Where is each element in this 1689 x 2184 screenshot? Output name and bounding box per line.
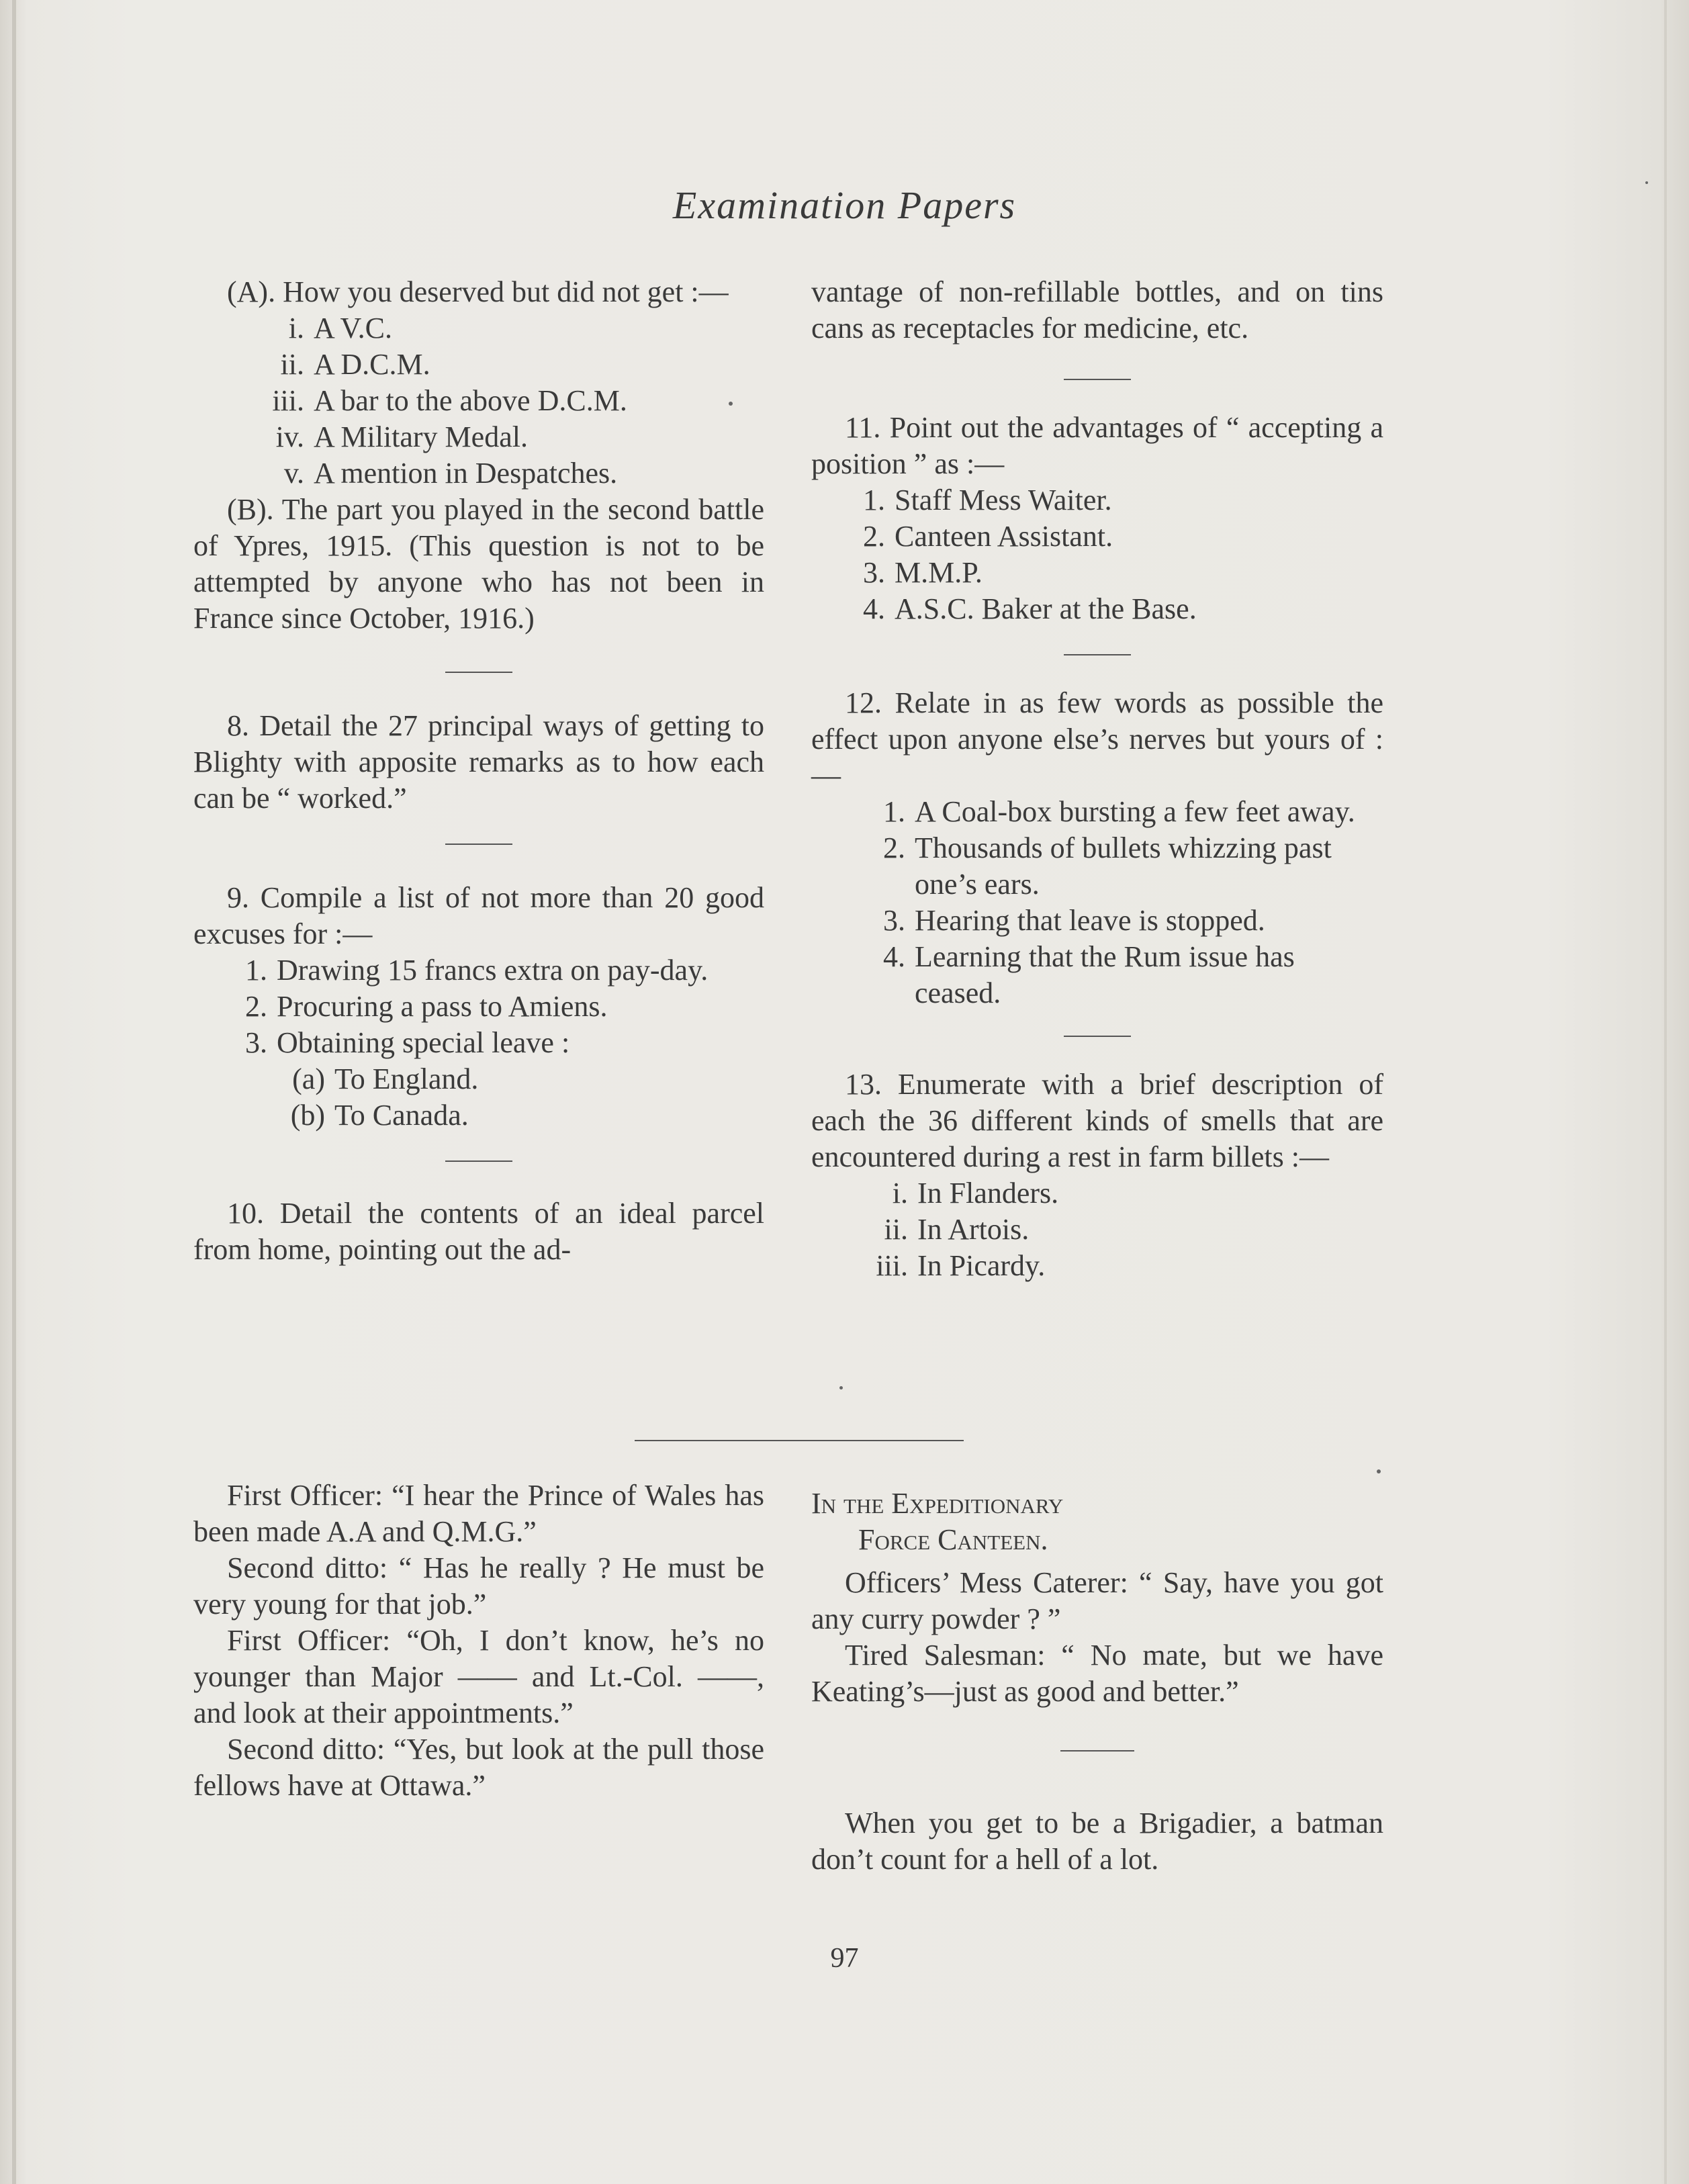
page-number: 97 (830, 1943, 859, 1974)
list-item: v. A mention in Despatches. (283, 457, 618, 490)
list-item: 1. Staff Mess Waiter. (863, 484, 1112, 516)
list-item: 4. Learning that the Rum issue has ceased. (883, 940, 1295, 1009)
list-item: 3. M.M.P. (863, 556, 983, 589)
list-item: 2. Canteen Assistant. (863, 520, 1113, 553)
list-item: ii. A D.C.M. (280, 348, 430, 381)
list-item: 2. Procuring a pass to Amiens. (245, 990, 608, 1023)
dialogue-paragraph: Second ditto: “ Has he really ? He must be very young for that job.” (193, 1551, 764, 1621)
list-item: 4. A.S.C. Baker at the Base. (863, 592, 1197, 625)
dialogue-officers (193, 1477, 764, 1804)
list-item: iii. In Picardy. (876, 1249, 1046, 1282)
left-column-questions (193, 274, 764, 1268)
list-item: ii. In Artois. (884, 1213, 1030, 1246)
list-item: 2. Thousands of bullets whizzing past one’s ears. (883, 831, 1332, 901)
right-column-questions (811, 274, 1383, 1284)
anecdote-paragraph: Tired Salesman: “ No mate, but we have Keating’s—just as good and better.” (811, 1639, 1383, 1708)
list-item: (a) To England. (292, 1062, 479, 1095)
anecdote-heading: In the Expeditionary (811, 1487, 1064, 1520)
list-item: iv. A Military Medal. (275, 420, 528, 453)
closing-remark: When you get to be a Brigadier, a batman don’t count for a hell of a lot. (811, 1807, 1383, 1876)
question-11-list (811, 482, 1383, 627)
question-b: (B). The part you played in the second battle of Ypres, 1915. (This question is not to be attempted by anyone who has not been in France since October, 1916.) (193, 493, 764, 635)
question-10: 10. Detail the contents of an ideal parcel from home, pointing out the ad- (193, 1197, 764, 1266)
list-item: (b) To Canada. (290, 1099, 469, 1132)
question-9: 9. Compile a list of not more than 20 good excuses for :— (193, 881, 764, 950)
list-item: iii. A bar to the above D.C.M. (272, 384, 627, 417)
question-8: 8. Detail the 27 principal ways of getting to Blighty with apposite remarks as to how each can be “ worked.” (193, 709, 764, 815)
question-9-list (193, 952, 764, 1134)
section-divider (635, 1440, 964, 1441)
anecdote-paragraph: Officers’ Mess Caterer: “ Say, have you got any curry powder ? ” (811, 1566, 1383, 1635)
dialogue-paragraph: First Officer: “Oh, I don’t know, he’s no younger than Major —— and Lt.-Col. ——, and look at their appointments.” (193, 1624, 764, 1729)
paper-speck (1377, 1469, 1381, 1473)
question-12-list (811, 794, 1383, 1011)
dialogue-paragraph: Second ditto: “Yes, but look at the pull those fellows have at Ottawa.” (193, 1733, 764, 1802)
question-11: 11. Point out the advantages of “ accepting a position ” as :— (811, 411, 1383, 480)
question-10-continued: vantage of non-refillable bottles, and on tins cans as receptacles for medicine, etc. (811, 275, 1383, 345)
list-item: 1. A Coal-box bursting a few feet away. (883, 795, 1355, 828)
list-item: 3. Hearing that leave is stopped. (883, 904, 1265, 937)
paper-speck (1645, 181, 1648, 184)
list-item: 1. Drawing 15 francs extra on pay-day. (245, 954, 709, 987)
paper-speck (839, 1386, 843, 1390)
running-head: Examination Papers (672, 183, 1017, 227)
canteen-anecdote (811, 1486, 1383, 1878)
book-spine-shadow (12, 0, 16, 2184)
question-13-list (811, 1175, 1383, 1284)
page-edge (1664, 0, 1667, 2184)
list-item: i. A V.C. (288, 312, 393, 345)
list-item: i. In Flanders. (892, 1177, 1059, 1210)
anecdote-heading-line-2: Force Canteen. (858, 1523, 1048, 1556)
question-13: 13. Enumerate with a brief description of each the 36 different kinds of smells that are encountered during a rest in farm billets :— (811, 1068, 1383, 1173)
question-12: 12. Relate in as few words as possible the effect upon anyone else’s nerves but yours of :— (811, 686, 1383, 792)
list-item: 3. Obtaining special leave : (245, 1026, 570, 1059)
question-a-list (193, 310, 764, 492)
paper-speck (729, 402, 733, 406)
question-9-sublist (234, 1061, 764, 1134)
question-a: (A). How you deserved but did not get :— (227, 275, 729, 308)
dialogue-paragraph: First Officer: “I hear the Prince of Wales has been made A.A and Q.M.G.” (193, 1479, 764, 1548)
